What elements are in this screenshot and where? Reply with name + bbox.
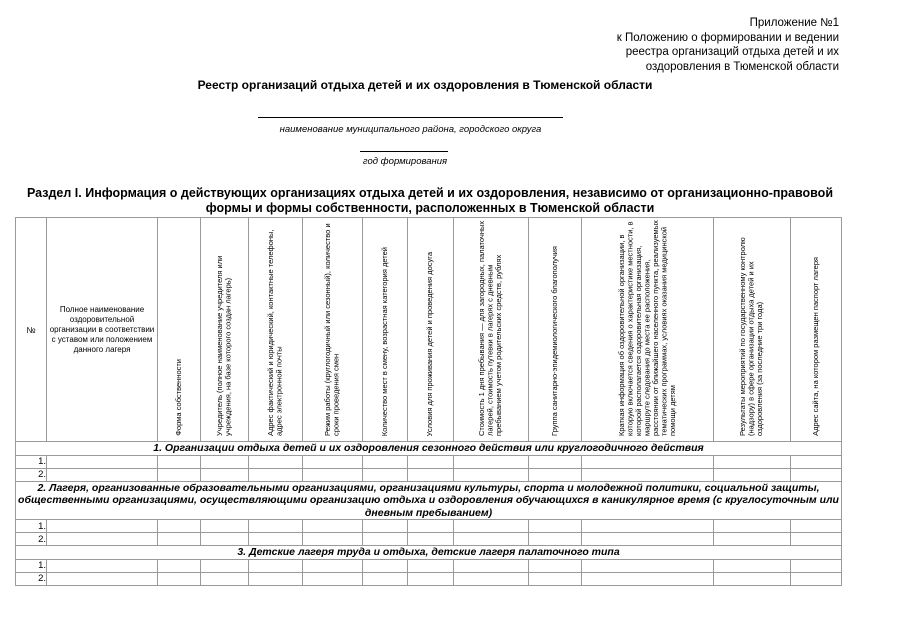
- table-cell: [791, 455, 842, 468]
- table-cell: [582, 572, 714, 585]
- table-cell: [791, 468, 842, 481]
- table-cell: [408, 533, 454, 546]
- header-label: Группа санитарно-эпидемиологического благополучия: [549, 246, 559, 436]
- header-cell-inspections: [714, 218, 791, 442]
- table-cell: [158, 455, 201, 468]
- appendix-line: оздоровления в Тюменской области: [645, 60, 839, 73]
- table-cell: [303, 468, 363, 481]
- table-cell: [303, 559, 363, 572]
- table-cell: [47, 572, 158, 585]
- table-cell: [363, 468, 408, 481]
- table-cell: [454, 572, 529, 585]
- header-cell-name: Полное наименование оздоровительной организации в соответствии с уставом или положением данного лагеря: [47, 218, 158, 442]
- table-row: [16, 455, 842, 468]
- header-label: Результаты мероприятий по государственному контролю (надзору) в сфере организации отдыха детей и их оздоровления (за последние три года): [738, 237, 765, 436]
- appendix-line: реестра организаций отдыха детей и их: [625, 46, 839, 58]
- table-row: [16, 468, 842, 481]
- header-label: Режим работы (круглогодичный или сезонный), количество и сроки проведения смен: [323, 223, 341, 436]
- table-cell: [408, 468, 454, 481]
- group-row: [16, 481, 842, 520]
- group-title: 2. Лагеря, организованные образовательными организациями, организациями культуры, спорта и молодежной политики, социальной защиты, общественными организациями, осуществляющими организацию отдыха и оздоровления обучающихся в каникулярное время (с круглосуточным или дневным пребыванием): [16, 481, 842, 520]
- table-cell: [201, 559, 249, 572]
- table-cell: [363, 533, 408, 546]
- table-row: [16, 533, 842, 546]
- table-cell: [714, 533, 791, 546]
- header-cell-website: [791, 218, 842, 442]
- table-cell: [408, 559, 454, 572]
- table-cell: [158, 520, 201, 533]
- table-row: [16, 572, 842, 585]
- document-title: Реестр организаций отдыха детей и их оздоровления в Тюменской области: [197, 78, 653, 92]
- group-row: [16, 546, 842, 560]
- group-title: 1. Организации отдыха детей и их оздоровления сезонного действия или круглогодичного действия: [16, 442, 842, 456]
- table-cell: [303, 533, 363, 546]
- table-cell: [158, 468, 201, 481]
- table-cell: [454, 520, 529, 533]
- table-cell: [408, 455, 454, 468]
- row-number: 2.: [16, 572, 47, 585]
- table-cell: [201, 533, 249, 546]
- header-cell-cost: [454, 218, 529, 442]
- municipality-caption: наименование муниципального района, городского округа: [279, 124, 542, 135]
- header-cell-schedule: [303, 218, 363, 442]
- table-cell: [408, 520, 454, 533]
- table-cell: [249, 559, 303, 572]
- header-cell-summary: [582, 218, 714, 442]
- table-cell: [201, 572, 249, 585]
- header-cell-capacity: [363, 218, 408, 442]
- table-cell: [47, 468, 158, 481]
- header-label: Стоимость 1 дня пребывания — для загородных, палаточных лагерей, стоимость путевки в лагерях с дневным пребыванием учетом родительских средств, рублях: [477, 220, 504, 436]
- table-cell: [582, 559, 714, 572]
- header-cell-founder: [201, 218, 249, 442]
- table-cell: [714, 572, 791, 585]
- table-cell: [582, 533, 714, 546]
- table-cell: [303, 572, 363, 585]
- table-cell: [529, 559, 582, 572]
- table-cell: [303, 455, 363, 468]
- header-cell-sanitary-group: [529, 218, 582, 442]
- table-cell: [714, 520, 791, 533]
- header-label: Краткая информация об оздоровительной организации, в которую включается сведения о характеристике местности, в которой располагается оздоровительная организация, маршруте следования до места ее расположения, расстоянии от ближайшего населенного пункта, реализуемых тематических программах, условиях оказания медицинской помощи детям: [616, 220, 677, 436]
- group-row: [16, 442, 842, 456]
- row-number: 2.: [16, 533, 47, 546]
- table-cell: [201, 455, 249, 468]
- year-caption: год формирования: [362, 156, 448, 167]
- header-label: Адрес сайта, на котором размещен паспорт лагеря: [810, 257, 820, 436]
- table-cell: [582, 455, 714, 468]
- table-cell: [529, 468, 582, 481]
- row-number: 2.: [16, 468, 47, 481]
- table-cell: [529, 533, 582, 546]
- header-label: Форма собственности: [173, 359, 183, 436]
- table-cell: [249, 520, 303, 533]
- table-cell: [249, 572, 303, 585]
- table-cell: [47, 533, 158, 546]
- table-row: [16, 559, 842, 572]
- table-cell: [791, 572, 842, 585]
- header-cell-ownership: [158, 218, 201, 442]
- table-cell: [47, 455, 158, 468]
- table-cell: [363, 455, 408, 468]
- appendix-line: к Положению о формировании и ведении: [616, 31, 839, 44]
- registry-table: [15, 217, 842, 586]
- table-cell: [408, 572, 454, 585]
- table-cell: [529, 520, 582, 533]
- table-cell: [249, 455, 303, 468]
- row-number: 1.: [16, 520, 47, 533]
- table-cell: [201, 468, 249, 481]
- registry-table-body: [16, 218, 842, 586]
- table-cell: [158, 559, 201, 572]
- row-number: 1.: [16, 455, 47, 468]
- table-cell: [363, 572, 408, 585]
- appendix-line: Приложение №1: [749, 17, 839, 29]
- table-cell: [249, 533, 303, 546]
- year-fill-line: [360, 151, 448, 152]
- table-cell: [582, 468, 714, 481]
- appendix-note: [549, 16, 839, 74]
- header-cell-conditions: [408, 218, 454, 442]
- table-cell: [303, 520, 363, 533]
- table-cell: [714, 455, 791, 468]
- table-cell: [47, 559, 158, 572]
- header-label: Учредитель (полное наименование учредителя или учреждения, на базе которого создан лагерь): [215, 255, 233, 436]
- table-cell: [454, 455, 529, 468]
- table-cell: [791, 520, 842, 533]
- section-title: Раздел I. Информация о действующих организациях отдыха детей и их оздоровления, независимо от организационно-правовой формы и формы собственности, расположенных в Тюменской области: [27, 186, 833, 215]
- header-label: Адрес фактический и юридический, контактные телефоны, адрес электронной почты: [266, 229, 284, 436]
- header-cell-address: [249, 218, 303, 442]
- table-row: [16, 520, 842, 533]
- table-cell: [158, 533, 201, 546]
- row-number: 1.: [16, 559, 47, 572]
- municipality-fill-line: [258, 117, 563, 118]
- table-cell: [454, 468, 529, 481]
- header-row: [16, 218, 842, 442]
- header-label: Условия для проживания детей и проведения досуга: [425, 251, 435, 436]
- group-title: 3. Детские лагеря труда и отдыха, детские лагеря палаточного типа: [16, 546, 842, 560]
- table-cell: [791, 533, 842, 546]
- table-cell: [529, 572, 582, 585]
- table-cell: [529, 455, 582, 468]
- table-cell: [791, 559, 842, 572]
- table-cell: [201, 520, 249, 533]
- table-cell: [454, 559, 529, 572]
- header-label: Количество мест в смену, возрастная категория детей: [379, 246, 389, 436]
- table-cell: [714, 559, 791, 572]
- table-cell: [454, 533, 529, 546]
- table-cell: [249, 468, 303, 481]
- header-cell-number: №: [16, 218, 47, 442]
- table-cell: [363, 520, 408, 533]
- table-cell: [714, 468, 791, 481]
- table-cell: [158, 572, 201, 585]
- table-cell: [47, 520, 158, 533]
- table-cell: [363, 559, 408, 572]
- table-cell: [582, 520, 714, 533]
